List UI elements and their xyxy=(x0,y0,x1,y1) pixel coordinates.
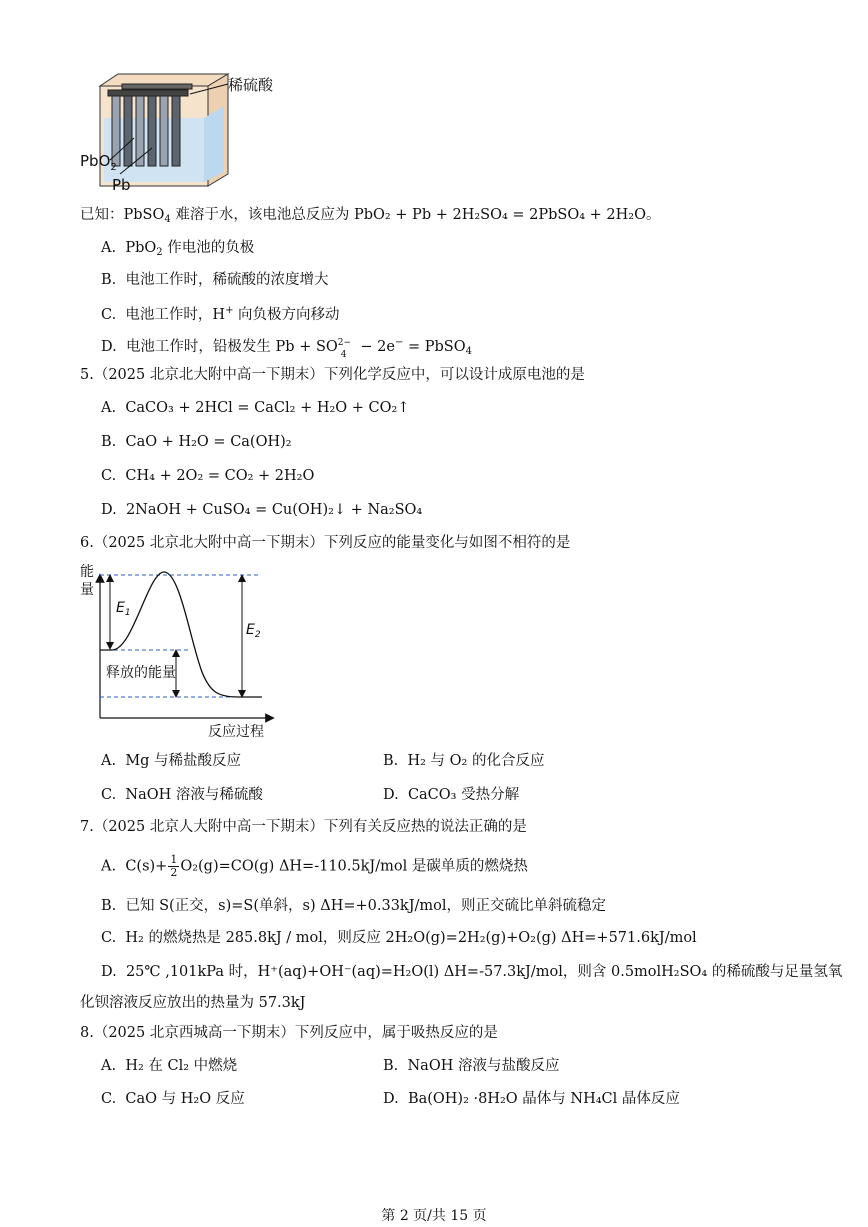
q8-option-d[interactable]: D. Ba(OH)₂ ·8H₂O 晶体与 NH₄Cl 晶体反应 xyxy=(383,1091,680,1107)
q5-option-c[interactable]: C. CH₄ + 2O₂ = CO₂ + 2H₂O xyxy=(101,468,315,484)
q8-option-b[interactable]: B. NaOH 溶液与盐酸反应 xyxy=(383,1058,560,1074)
energy-diagram-ylabel-2: 量 xyxy=(80,582,94,598)
q4-known-text: 已知：PbSO$_4$ 难溶于水，该电池总反应为 PbO₂ + Pb + 2H₂SO₄ = 2PbSO₄ + 2H₂O。 xyxy=(80,207,661,225)
q6-option-a[interactable]: A. Mg 与稀盐酸反应 xyxy=(101,753,242,769)
q4-option-a[interactable]: A. PbO$_2$ 作电池的负极 xyxy=(101,240,255,258)
battery-figure xyxy=(78,68,298,196)
q4-option-b[interactable]: B. 电池工作时，稀硫酸的浓度增大 xyxy=(101,272,329,288)
q5-option-b[interactable]: B. CaO + H₂O = Ca(OH)₂ xyxy=(101,434,292,450)
energy-diagram-ylabel: 能 xyxy=(80,564,94,580)
q7-stem: 7.（2025 北京人大附中高一下期末）下列有关反应热的说法正确的是 xyxy=(80,819,527,835)
q6-option-b[interactable]: B. H₂ 与 O₂ 的化合反应 xyxy=(383,753,545,769)
energy-diagram xyxy=(78,560,278,740)
q4-option-d[interactable]: D. 电池工作时，铅极发生 Pb + SO 2− 4 − 2e− = PbSO$_4$ xyxy=(101,337,472,360)
q6-option-d[interactable]: D. CaCO₃ 受热分解 xyxy=(383,787,520,803)
q7-option-b[interactable]: B. 已知 S(正交，s)=S(单斜，s) ΔH=+0.33kJ/mol，则正交硫比单斜硫稳定 xyxy=(101,898,607,914)
q5-option-a[interactable]: A. CaCO₃ + 2HCl = CaCl₂ + H₂O + CO₂↑ xyxy=(101,400,410,416)
q5-stem: 5.（2025 北京北大附中高一下期末）下列化学反应中，可以设计成原电池的是 xyxy=(80,367,585,383)
q6-option-c[interactable]: C. NaOH 溶液与稀硫酸 xyxy=(101,787,263,803)
q6-stem: 6.（2025 北京北大附中高一下期末）下列反应的能量变化与如图不相符的是 xyxy=(80,535,571,551)
q5-option-d[interactable]: D. 2NaOH + CuSO₄ = Cu(OH)₂↓ + Na₂SO₄ xyxy=(101,502,423,518)
q8-option-a[interactable]: A. H₂ 在 Cl₂ 中燃烧 xyxy=(101,1058,238,1074)
q7-option-a[interactable]: A. C(s)+ $\frac{1}{2}$ O₂(g)=CO(g) ΔH=-110.5kJ/mol 是碳单质的燃烧热 xyxy=(101,853,528,879)
label-released-energy: 释放的能量 xyxy=(106,665,176,681)
q4-option-c[interactable]: C. 电池工作时，H+ 向负极方向移动 xyxy=(101,305,340,323)
q8-stem: 8.（2025 北京西城高一下期末）下列反应中，属于吸热反应的是 xyxy=(80,1025,498,1041)
q8-option-c[interactable]: C. CaO 与 H₂O 反应 xyxy=(101,1091,245,1107)
q7-option-d-continued: 化钡溶液反应放出的热量为 57.3kJ xyxy=(80,995,306,1011)
label-pbo2: PbO$_2$ xyxy=(80,152,117,173)
label-e2: $E_2$ xyxy=(246,622,261,640)
energy-diagram-xlabel: 反应过程 xyxy=(208,724,264,740)
q7-option-c[interactable]: C. H₂ 的燃烧热是 285.8kJ / mol，则反应 2H₂O(g)=2H₂(g)+O₂(g) ΔH=+571.6kJ/mol xyxy=(101,930,697,946)
label-pb: Pb xyxy=(112,176,131,194)
label-e1: $E_1$ xyxy=(116,600,131,618)
page-footer: 第 2 页/共 15 页 xyxy=(381,1208,487,1224)
q7-option-d[interactable]: D. 25℃ ,101kPa 时，H⁺(aq)+OH⁻(aq)=H₂O(l) ΔH=-57.3kJ/mol，则含 0.5molH₂SO₄ 的稀硫酸与足量氢氧 xyxy=(101,964,843,980)
label-dilute-sulfuric-acid: 稀硫酸 xyxy=(228,76,274,94)
